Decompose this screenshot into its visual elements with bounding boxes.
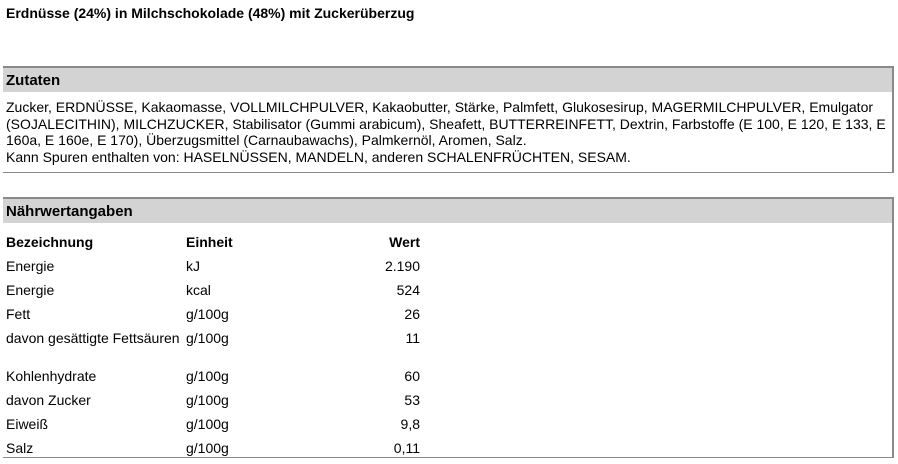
nutrient-unit: g/100g bbox=[186, 416, 229, 432]
ingredients-header: Zutaten bbox=[3, 66, 894, 92]
nutrient-name: davon gesättigte Fettsäuren bbox=[6, 330, 180, 346]
ingredients-content bbox=[6, 99, 886, 165]
nutrient-name: Kohlenhydrate bbox=[6, 368, 97, 384]
column-header-unit: Einheit bbox=[186, 234, 233, 250]
table-row bbox=[6, 304, 420, 328]
table-row bbox=[6, 414, 420, 438]
nutrient-value: 524 bbox=[396, 282, 420, 298]
nutrient-name: davon Zucker bbox=[6, 392, 91, 408]
nutrient-value: 0,11 bbox=[393, 440, 420, 456]
column-header-name: Bezeichnung bbox=[6, 234, 94, 250]
nutrient-value: 11 bbox=[405, 330, 420, 346]
nutrition-table bbox=[6, 233, 420, 462]
nutrition-header: Nährwertangaben bbox=[3, 197, 894, 223]
nutrient-value: 60 bbox=[404, 368, 420, 384]
nutrient-value: 53 bbox=[404, 392, 420, 408]
nutrient-name: Energie bbox=[6, 282, 55, 298]
table-row bbox=[6, 328, 420, 366]
table-row bbox=[6, 280, 420, 304]
nutrient-name: Eiweiß bbox=[6, 416, 49, 432]
nutrient-value: 26 bbox=[404, 306, 420, 322]
nutrient-unit: g/100g bbox=[186, 392, 229, 408]
ingredients-text: Zucker, ERDNÜSSE, Kakaomasse, VOLLMILCHPULVER, Kakaobutter, Stärke, Palmfett, Glukosesirup, MAGERMILCHPULVER, Emulgator (SOJALECITHIN), MILCHZUCKER, Stabilisator (Gummi arabicum), Sheafett, BUTTERREINFETT, Dextrin, Farbstoffe (E 100, E 120, E 133, E 160a, E 160e, E 170), Überzugsmittel (Carnaubawachs), Palmkernöl, Aromen, Salz. bbox=[6, 99, 886, 148]
product-title: Erdnüsse (24%) in Milchschokolade (48%) mit Zuckerüberzug bbox=[6, 5, 415, 21]
nutrition-header-row bbox=[6, 233, 420, 256]
nutrient-unit: g/100g bbox=[186, 440, 229, 456]
nutrient-value: 9,8 bbox=[400, 416, 420, 432]
table-row bbox=[6, 366, 420, 390]
table-row bbox=[6, 438, 420, 462]
allergen-note: Kann Spuren enthalten von: HASELNÜSSEN, MANDELN, anderen SCHALENFRÜCHTEN, SESAM. bbox=[6, 148, 631, 165]
nutrient-unit: kJ bbox=[186, 258, 200, 274]
nutrient-unit: g/100g bbox=[186, 368, 229, 384]
nutrient-unit: g/100g bbox=[186, 330, 229, 346]
nutrient-name: Energie bbox=[6, 258, 55, 274]
column-header-value: Wert bbox=[389, 234, 420, 250]
nutrient-unit: kcal bbox=[186, 282, 211, 298]
nutrient-value: 2.190 bbox=[384, 258, 420, 274]
nutrient-name: Salz bbox=[6, 440, 34, 456]
table-row bbox=[6, 256, 420, 280]
table-row bbox=[6, 390, 420, 414]
nutrient-name: Fett bbox=[6, 306, 31, 322]
nutrient-unit: g/100g bbox=[186, 306, 229, 322]
